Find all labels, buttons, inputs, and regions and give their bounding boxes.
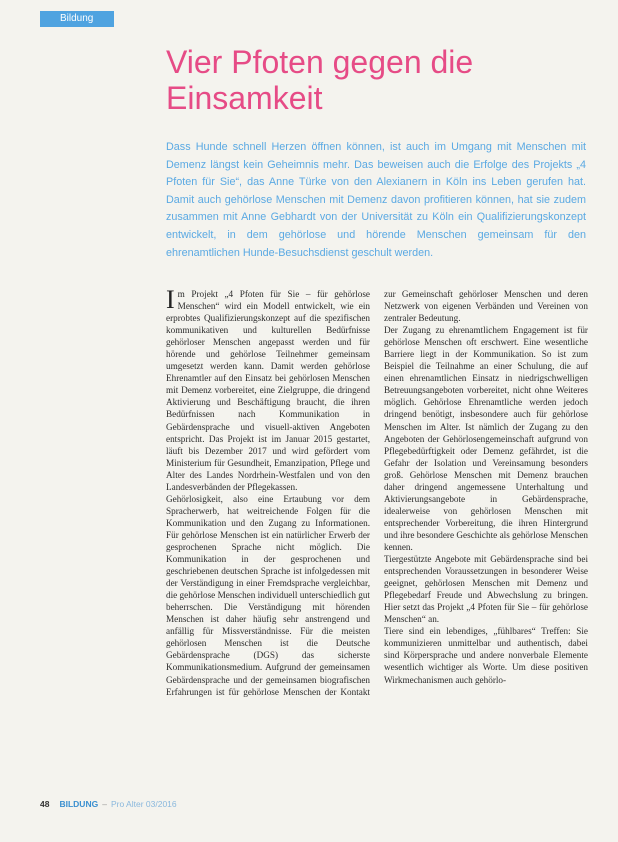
footer-issue: Pro Alter 03/2016: [110, 799, 177, 809]
footer-section: BILDUNG: [59, 799, 99, 809]
body-paragraph-2: Gehörlosigkeit, also eine Ertaubung vor dem Spracherwerb, hat weitreichende Folgen für die Kommunikation und den Zugang zu Informationen. Für gehörlose Menschen ist ein natürlicher Erwerb der gesprochenen Sprache nicht möglich. Die Kommunikation in der gesprochenen und geschriebenen deutschen Sprache ist infolgedessen mit der Verständigung in einer Fremdsprache vergleichbar, die gehörlose Menschen individuell unterschiedlich gut beherrschen. Die Verständigung mit hörenden Menschen ist daher häufig sehr anstrengend und anfällig für Missverständnisse. Für die meisten gehörlosen Menschen ist die Deutsche Gebärdensprache (DGS) das sicherste Kommunikationsmedium. Aufgrund der gemeinsamen Gebärdensprache und der gemeinsamen biografischen Erfahrungen ist für gehörlose Menschen der Kontakt zur Gemeinschaft gehörloser Menschen und deren Netzwerk von eigenen Verbänden und Vereinen von zentraler Bedeutung.: [166, 289, 588, 697]
page-footer: [40, 798, 177, 810]
drop-cap: I: [166, 288, 175, 314]
article-title: Vier Pfoten gegen die Einsamkeit: [166, 44, 474, 116]
section-tag: Bildung: [40, 11, 114, 27]
body-paragraph-3: Der Zugang zu ehrenamtlichem Engagement ist für gehörlose Menschen oft erschwert. Eine wesentliche Barriere liegt in der Kommunikation. So ist zum Beispiel die Teilnahme an einer Schulung, die auf einen ehrenamtlichen Einsatz in niedrigschwelligen Betreuungsangeboten vorbereitet, nicht ohne Weiteres möglich. Gehörlose Ehrenamtliche werden jedoch dringend benötigt, insbesondere auch für gehörlose Menschen im Alter. Ist nämlich der Zugang zu den Angeboten der Gehörlosengemeinschaft aufgrund von Pflegebedürftigkeit oder Demenz gefährdet, ist die Gefahr der Isolation und Vereinsamung besonders groß. Gehörlose Menschen mit Demenz brauchen daher dringend angemessene Unterhaltung und Aktivierungsangebote in Gebärdensprache, idealerweise von gehörlosen Menschen mit entsprechender Vorbereitung, die ihren Hintergrund und ihre besondere Geschichte als gehörlose Menschen kennen.: [384, 325, 588, 552]
body-paragraph-1-text: m Projekt „4 Pfoten für Sie – für gehörlose Menschen“ wird ein Modell entwickelt, wie ein erprobtes Qualifizierungskonzept auf die spezifischen kommunikativen und kulturellen Bedürfnisse gehörloser Menschen angepasst werden und für hörende und gehörlose Teilnehmer gemeinsam umgesetzt werden kann. Damit werden gehörlose Ehrenamtler auf den Einsatz bei gehörlosen Menschen mit Demenz vorbereitet, eine Zielgruppe, die dringend Aktivierung und Beschäftigung braucht, die ihren Bedürfnissen nach Kommunikation in Gebärdensprache und visuell-aktiven Angeboten entspricht. Das Projekt ist im Januar 2015 gestartet, läuft bis Dezember 2017 und wird gefördert vom Ministerium für Gesundheit, Emanzipation, Pflege und Alter des Landes Nordrhein-Westfalen und von den Landesverbänden der Pflegekassen.: [166, 289, 370, 492]
body-paragraph-4: Tiergestützte Angebote mit Gebärdensprache sind bei entsprechenden Voraussetzungen in besonderer Weise geeignet, gehörlosen Menschen mit Demenz und Pflegebedarf Freude und Abwechslung zu bringen. Hier setzt das Projekt „4 Pfoten für Sie – für gehörlose Menschen“ an.: [384, 554, 588, 625]
article-body: [166, 288, 588, 778]
footer-separator: –: [102, 799, 107, 809]
page-number: 48: [40, 799, 50, 809]
body-paragraph-1: [166, 288, 370, 493]
article-lead: Dass Hunde schnell Herzen öffnen können, ist auch im Umgang mit Menschen mit Demenz längst kein Geheimnis mehr. Das beweisen auch die Erfolge des Projekts „4 Pfoten für Sie“, das Anne Türke von den Alexianern in Köln ins Leben gerufen hat. Damit auch gehörlose Menschen mit Demenz davon profitieren können, hat sie zudem zusammen mit Anne Gebhardt von der Universität zu Köln ein Qualifizierungskonzept entwickelt, in dem gehörlose und hörende Menschen gemeinsam für den ehrenamtlichen Hunde-Besuchsdienst geschult werden.: [166, 141, 586, 259]
body-paragraph-5: Tiere sind ein lebendiges, „fühlbares“ Treffen: Sie kommunizieren unmittelbar und authentisch, dabei sind Körpersprache und andere nonverbale Elemente wesentlich wichtiger als Worte. Um diese positiven Wirkmechanismen auch gehörlo-: [384, 626, 588, 685]
